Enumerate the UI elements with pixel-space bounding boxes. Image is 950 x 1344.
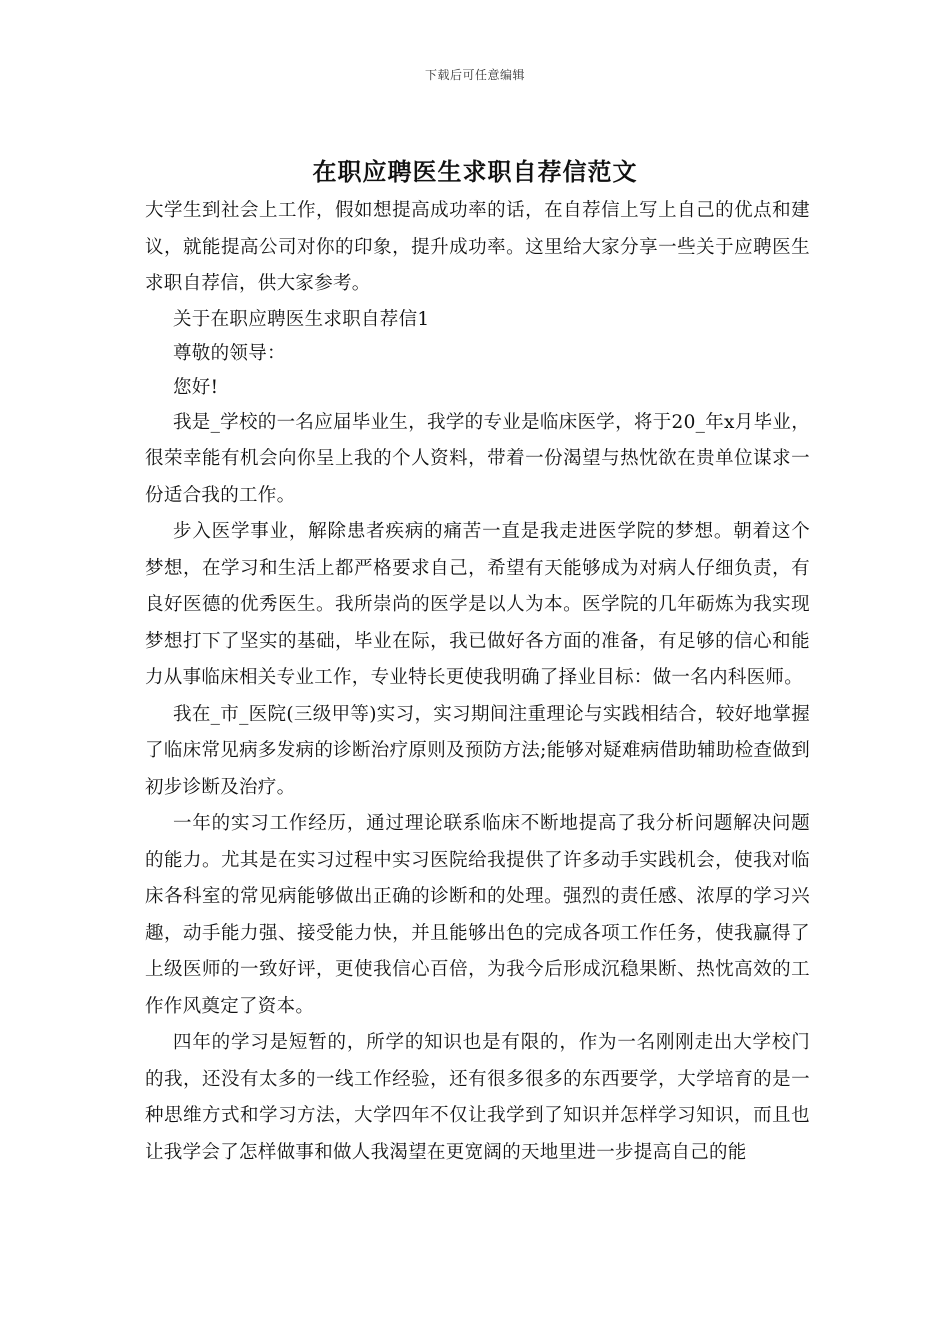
- salutation: 尊敬的领导：: [173, 342, 286, 364]
- document-title: 在职应聘医生求职自荐信范文: [312, 157, 638, 186]
- section-heading: 关于在职应聘医生求职自荐信1: [173, 308, 430, 330]
- body-paragraph: 步入医学事业，解除患者疾病的痛苦一直是我走进医学院的梦想。朝着这个梦想，在学习和生活上都严格要求自己，希望有天能够成为对病人仔细负责，有良好医德的优秀医生。我所崇尚的医学是以人为本。医学院的几年砺炼为我实现梦想打下了坚实的基础，毕业在际，我已做好各方面的准备，有足够的信心和能力从事临床相关专业工作，专业特长更使我明确了择业目标：做一名内科医师。: [145, 521, 810, 688]
- greeting: 您好!: [173, 376, 219, 398]
- body-paragraph: 一年的实习工作经历，通过理论联系临床不断地提高了我分析问题解决问题的能力。尤其是在实习过程中实习医院给我提供了许多动手实践机会，使我对临床各科室的常见病能够做出正确的诊断和的处理。强烈的责任感、浓厚的学习兴趣，动手能力强、接受能力快，并且能够出色的完成各项工作任务，使我赢得了上级医师的一致好评，更使我信心百倍，为我今后形成沉稳果断、热忱高效的工作作风奠定了资本。: [145, 813, 810, 1017]
- intro-paragraph: 大学生到社会上工作，假如想提高成功率的话，在自荐信上写上自己的优点和建议，就能提高公司对你的印象，提升成功率。这里给大家分享一些关于应聘医生求职自荐信，供大家参考。: [145, 200, 810, 294]
- body-paragraph: 我在_市_医院(三级甲等)实习，实习期间注重理论与实践相结合，较好地掌握了临床常见病多发病的诊断治疗原则及预防方法;能够对疑难病借助辅助检查做到初步诊断及治疗。: [145, 703, 810, 798]
- body-paragraph: 四年的学习是短暂的，所学的知识也是有限的，作为一名刚刚走出大学校门的我，还没有太多的一线工作经验，还有很多很多的东西要学，大学培育的是一种思维方式和学习方法，大学四年不仅让我学到了知识并怎样学习知识，而且也让我学会了怎样做事和做人我渴望在更宽阔的天地里进一步提高自己的能: [145, 1032, 810, 1163]
- header-note: 下载后可任意编辑: [424, 68, 525, 82]
- document-body: [145, 193, 810, 1171]
- body-paragraph: 我是_学校的一名应届毕业生，我学的专业是临床医学，将于20_年x月毕业，很荣幸能有机会向你呈上我的个人资料，带着一份渴望与热忱欲在贵单位谋求一份适合我的工作。: [145, 411, 810, 506]
